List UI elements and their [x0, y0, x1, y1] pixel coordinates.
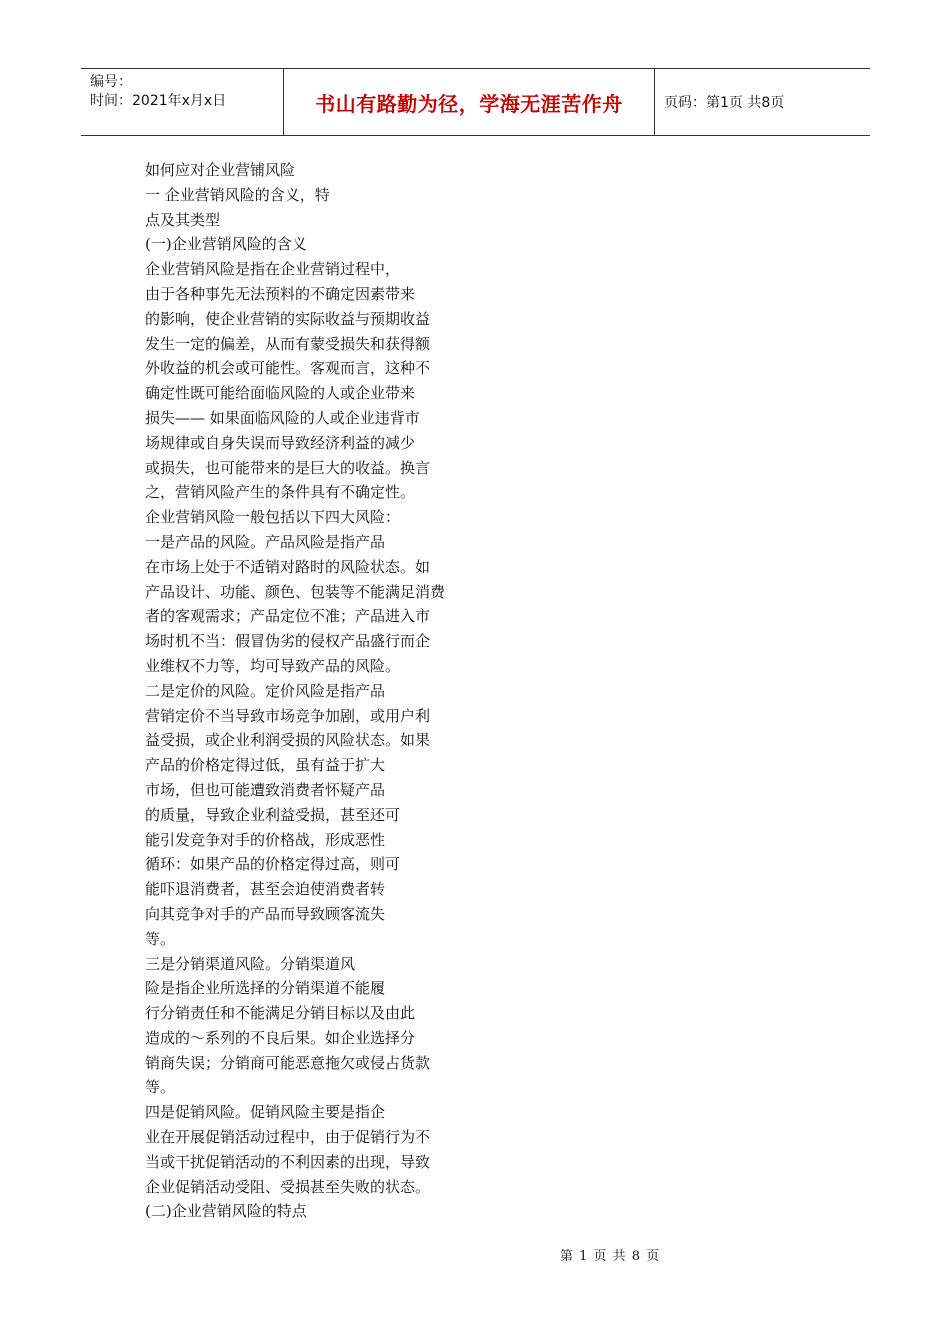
body-line: 的质量，导致企业利益受损，甚至还可: [145, 805, 401, 824]
body-line: 场时机不当：假冒伪劣的侵权产品盛行而企: [145, 632, 431, 651]
body-line: 销商失误；分销商可能恶意拖欠或侵占货款: [145, 1053, 431, 1072]
body-line: 企业营销风险一般包括以下四大风险：: [145, 508, 401, 527]
body-line: 营销定价不当导致市场竞争加剧，或用户利: [145, 706, 431, 725]
body-line: 循环：如果产品的价格定得过高，则可: [145, 855, 401, 874]
body-line: 或损失，也可能带来的是巨大的收益。换言: [145, 458, 431, 477]
body-line: 等。: [145, 929, 176, 948]
body-line: 市场，但也可能遭致消费者怀疑产品: [145, 780, 386, 799]
body-line: 能吓退消费者，甚至会迫使消费者转: [145, 880, 386, 899]
body-line: 险是指企业所选择的分销渠道不能履: [145, 979, 386, 998]
body-line: (二)企业营销风险的特点: [145, 1202, 307, 1221]
header-page-info: 页码：第1页 共8页: [664, 95, 785, 111]
body-line: 业在开展促销活动过程中，由于促销行为不: [145, 1128, 431, 1147]
body-line: 确定性既可能给面临风险的人或企业带来: [145, 384, 416, 403]
body-line: 之，营销风险产生的条件具有不确定性。: [145, 483, 416, 502]
body-line: 一是产品的风险。产品风险是指产品: [145, 532, 386, 551]
body-line: 一 企业营销风险的含义，特: [145, 185, 330, 204]
body-line: 场规律或自身失误而导致经济利益的减少: [145, 433, 416, 452]
body-line: 如何应对企业营铺风险: [145, 161, 296, 179]
body-line: 能引发竞争对手的价格战，形成恶性: [145, 830, 386, 849]
body-line: 企业营销风险是指在企业营销过程中，: [145, 260, 401, 279]
body-line: 由于各种事先无法预料的不确定因素带来: [145, 284, 416, 303]
body-line: 四是促销风险。促销风险主要是指企: [145, 1103, 386, 1122]
body-line: (一)企业营销风险的含义: [145, 235, 307, 254]
body-line: 点及其类型: [145, 210, 221, 229]
body-line: 产品的价格定得过低，虽有益于扩大: [145, 756, 386, 775]
document-body: [145, 158, 485, 1224]
body-line: 在市场上处于不适销对路时的风险状态。如: [145, 557, 431, 576]
body-line: 发生一定的偏差，从而有蒙受损失和获得额: [145, 334, 431, 353]
body-line: 产品设计、功能、颜色、包装等不能满足消费: [145, 582, 446, 601]
body-line: 向其竞争对手的产品而导致顾客流失: [145, 904, 386, 923]
body-line: 当或干扰促销活动的不利因素的出现，导致: [145, 1152, 431, 1171]
header-meta: [81, 69, 283, 135]
document-header: [81, 68, 870, 136]
page-footer: 第 1 页 共 8 页: [560, 1249, 661, 1264]
body-line: 三是分销渠道风险。分销渠道风: [145, 954, 356, 973]
date-line: 时间：2021年x月x日: [90, 93, 227, 109]
header-motto: 书山有路勤为径，学海无涯苦作舟: [283, 69, 655, 135]
body-line: 者的客观需求；产品定位不准；产品进入市: [145, 607, 431, 626]
body-line: 的影响，使企业营销的实际收益与预期收益: [145, 309, 431, 328]
body-line: 外收益的机会或可能性。客观而言，这种不: [145, 359, 431, 378]
body-line: 二是定价的风险。定价风险是指产品: [145, 681, 386, 700]
body-line: 企业促销活动受阻、受损甚至失败的状态。: [145, 1177, 431, 1196]
body-line: 行分销责任和不能满足分销目标以及由此: [145, 1004, 416, 1023]
body-line: 益受损，或企业利润受损的风险状态。如果: [145, 731, 431, 750]
body-line: 造成的～系列的不良后果。如企业选择分: [145, 1028, 416, 1047]
body-line: 等。: [145, 1078, 176, 1097]
body-line: 业维权不力等，均可导致产品的风险。: [145, 656, 401, 675]
body-line: 损失—— 如果面临风险的人或企业违背市: [145, 408, 420, 427]
number-label: 编号：: [90, 74, 132, 90]
